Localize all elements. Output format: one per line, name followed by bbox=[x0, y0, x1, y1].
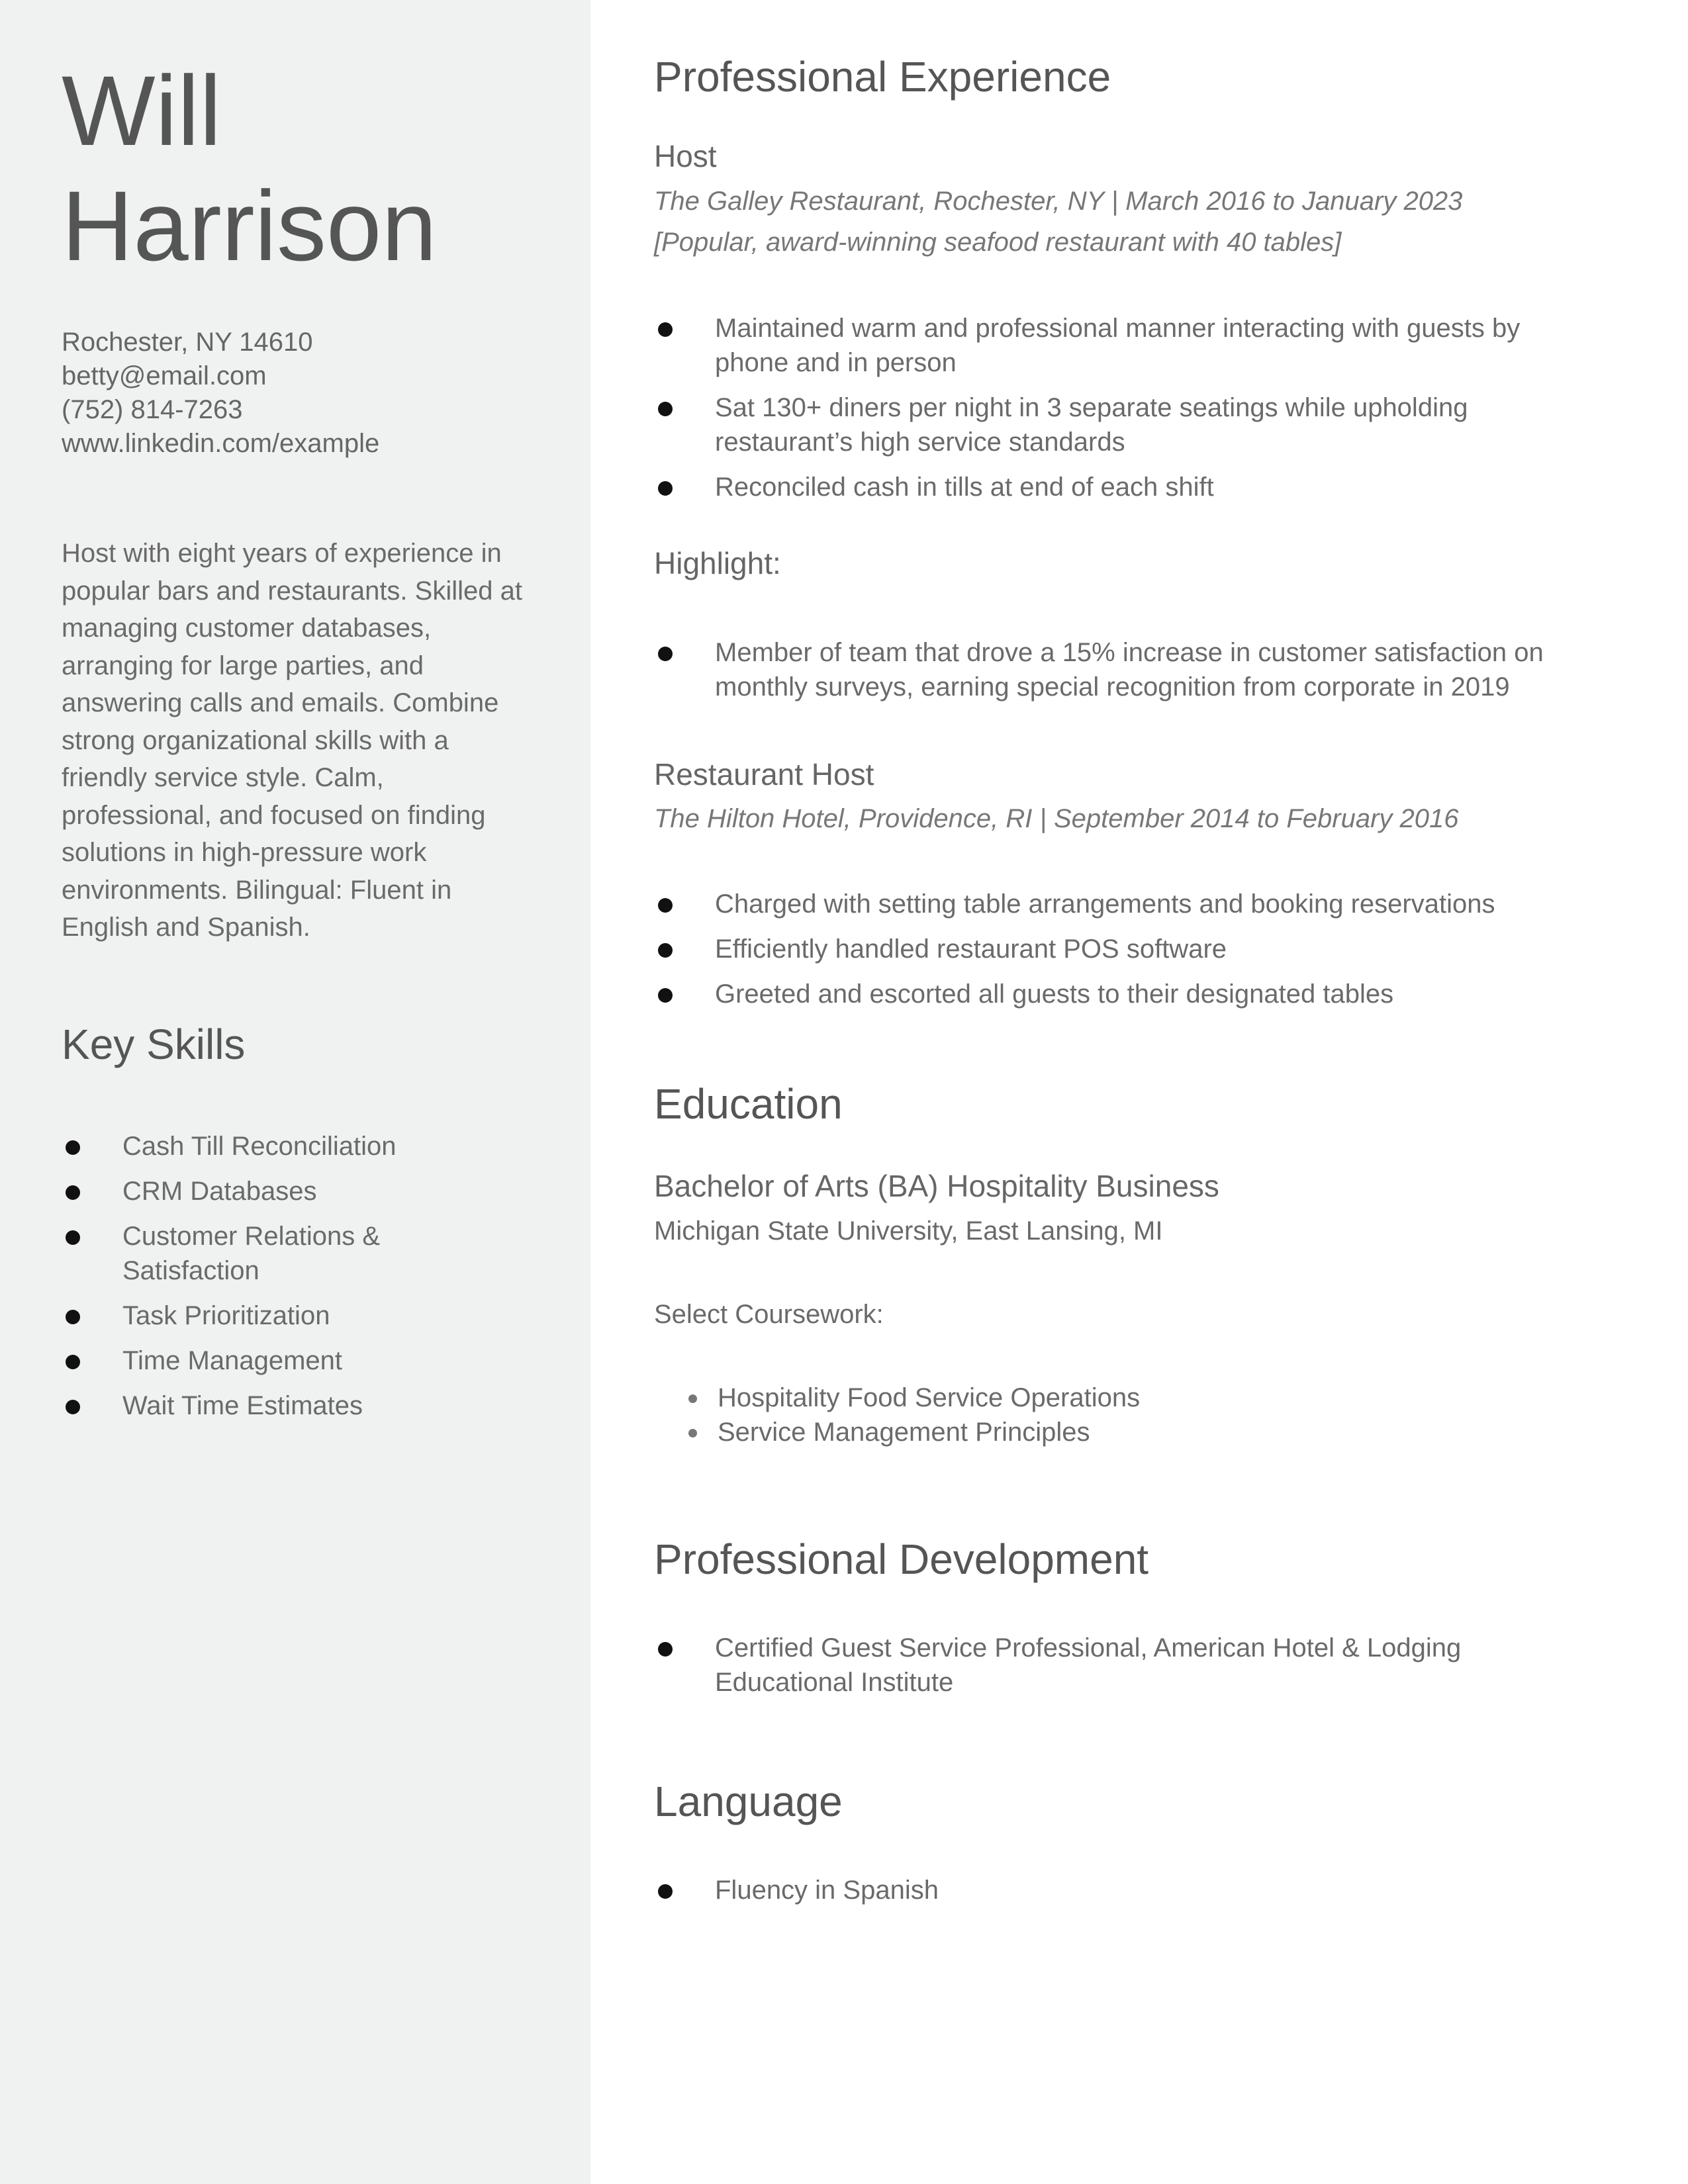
contact-phone: (752) 814-7263 bbox=[62, 395, 243, 424]
job-company-line: The Galley Restaurant, Rochester, NY | March 2016 to January 2023 bbox=[654, 187, 1463, 216]
skill-item: Time Management bbox=[62, 1343, 525, 1378]
contact-linkedin: www.linkedin.com/example bbox=[62, 429, 380, 458]
main-content bbox=[654, 0, 1634, 2184]
job-bullet: Reconciled cash in tills at end of each shift bbox=[654, 470, 1601, 504]
degree: Bachelor of Arts (BA) Hospitality Business bbox=[654, 1169, 1219, 1203]
bullet-icon bbox=[66, 1185, 80, 1200]
language-list bbox=[654, 1873, 1601, 1918]
development-list bbox=[654, 1631, 1534, 1710]
skill-item: Cash Till Reconciliation bbox=[62, 1129, 525, 1163]
bullet-icon bbox=[66, 1310, 80, 1324]
bullet-icon bbox=[66, 1400, 80, 1414]
coursework-item: Hospitality Food Service Operations bbox=[654, 1381, 1581, 1415]
development-item: Certified Guest Service Professional, American Hotel & Lodging Educational Institute bbox=[654, 1631, 1534, 1700]
job-bullet: Charged with setting table arrangements and booking reservations bbox=[654, 887, 1601, 921]
coursework-list bbox=[654, 1381, 1581, 1449]
development-heading: Professional Development bbox=[654, 1535, 1149, 1583]
education-heading: Education bbox=[654, 1080, 843, 1128]
job-bullets bbox=[654, 311, 1601, 515]
bullet-icon bbox=[66, 1140, 80, 1155]
highlight-bullet: Member of team that drove a 15% increase in customer satisfaction on monthly surveys, earning special recognition from corporate in 2019 bbox=[654, 635, 1601, 704]
bullet-icon bbox=[658, 988, 673, 1003]
bullet-icon bbox=[658, 943, 673, 958]
job-title: Host bbox=[654, 139, 717, 173]
job-title: Restaurant Host bbox=[654, 757, 874, 792]
bullet-icon bbox=[658, 402, 673, 416]
coursework-item: Service Management Principles bbox=[654, 1415, 1581, 1449]
bullet-icon bbox=[658, 1884, 673, 1899]
bullet-icon bbox=[688, 1429, 697, 1437]
bullet-icon bbox=[658, 1642, 673, 1657]
first-name: Will bbox=[62, 55, 222, 166]
last-name: Harrison bbox=[62, 170, 437, 281]
job-bullets bbox=[654, 887, 1601, 1022]
profile-summary: Host with eight years of experience in popular bars and restaurants. Skilled at managing customer databases, arranging for large parties, and answering calls and emails. Combine strong organizational skills with a friendly service style. Calm, professional, and focused on finding solutions in high-pressure work environments. Bilingual: Fluent in English and Spanish. bbox=[62, 539, 522, 942]
job-meta bbox=[654, 181, 1462, 263]
language-item: Fluency in Spanish bbox=[654, 1873, 1601, 1907]
highlight-bullets bbox=[654, 635, 1601, 715]
highlight-label: Highlight: bbox=[654, 546, 781, 580]
sidebar bbox=[0, 0, 590, 2184]
skill-item: Task Prioritization bbox=[62, 1298, 525, 1333]
bullet-icon bbox=[688, 1394, 697, 1403]
skill-item: Customer Relations & Satisfaction bbox=[62, 1219, 525, 1288]
job-company-line: The Hilton Hotel, Providence, RI | September 2014 to February 2016 bbox=[654, 804, 1459, 833]
bullet-icon bbox=[66, 1355, 80, 1369]
language-heading: Language bbox=[654, 1778, 843, 1825]
bullet-icon bbox=[658, 898, 673, 913]
contact-email: betty@email.com bbox=[62, 361, 267, 390]
key-skills-heading: Key Skills bbox=[62, 1021, 246, 1068]
job-bullet: Sat 130+ diners per night in 3 separate seatings while upholding restaurant’s high service standards bbox=[654, 390, 1601, 459]
bullet-icon bbox=[658, 322, 673, 337]
key-skills-list bbox=[62, 1129, 525, 1433]
job-bullet: Greeted and escorted all guests to their designated tables bbox=[654, 977, 1601, 1011]
bullet-icon bbox=[66, 1230, 80, 1245]
school: Michigan State University, East Lansing, MI bbox=[654, 1216, 1163, 1246]
skill-item: Wait Time Estimates bbox=[62, 1388, 525, 1423]
experience-heading: Professional Experience bbox=[654, 53, 1111, 101]
candidate-name bbox=[62, 53, 565, 283]
coursework-label: Select Coursework: bbox=[654, 1300, 884, 1329]
job-description: [Popular, award-winning seafood restaurant with 40 tables] bbox=[654, 228, 1342, 257]
bullet-icon bbox=[658, 647, 673, 661]
skill-item: CRM Databases bbox=[62, 1174, 525, 1208]
contact-info bbox=[62, 326, 565, 461]
job-bullet: Maintained warm and professional manner interacting with guests by phone and in person bbox=[654, 311, 1601, 380]
bullet-icon bbox=[658, 481, 673, 496]
job-meta bbox=[654, 798, 1459, 839]
contact-address: Rochester, NY 14610 bbox=[62, 328, 313, 357]
job-bullet: Efficiently handled restaurant POS software bbox=[654, 932, 1601, 966]
